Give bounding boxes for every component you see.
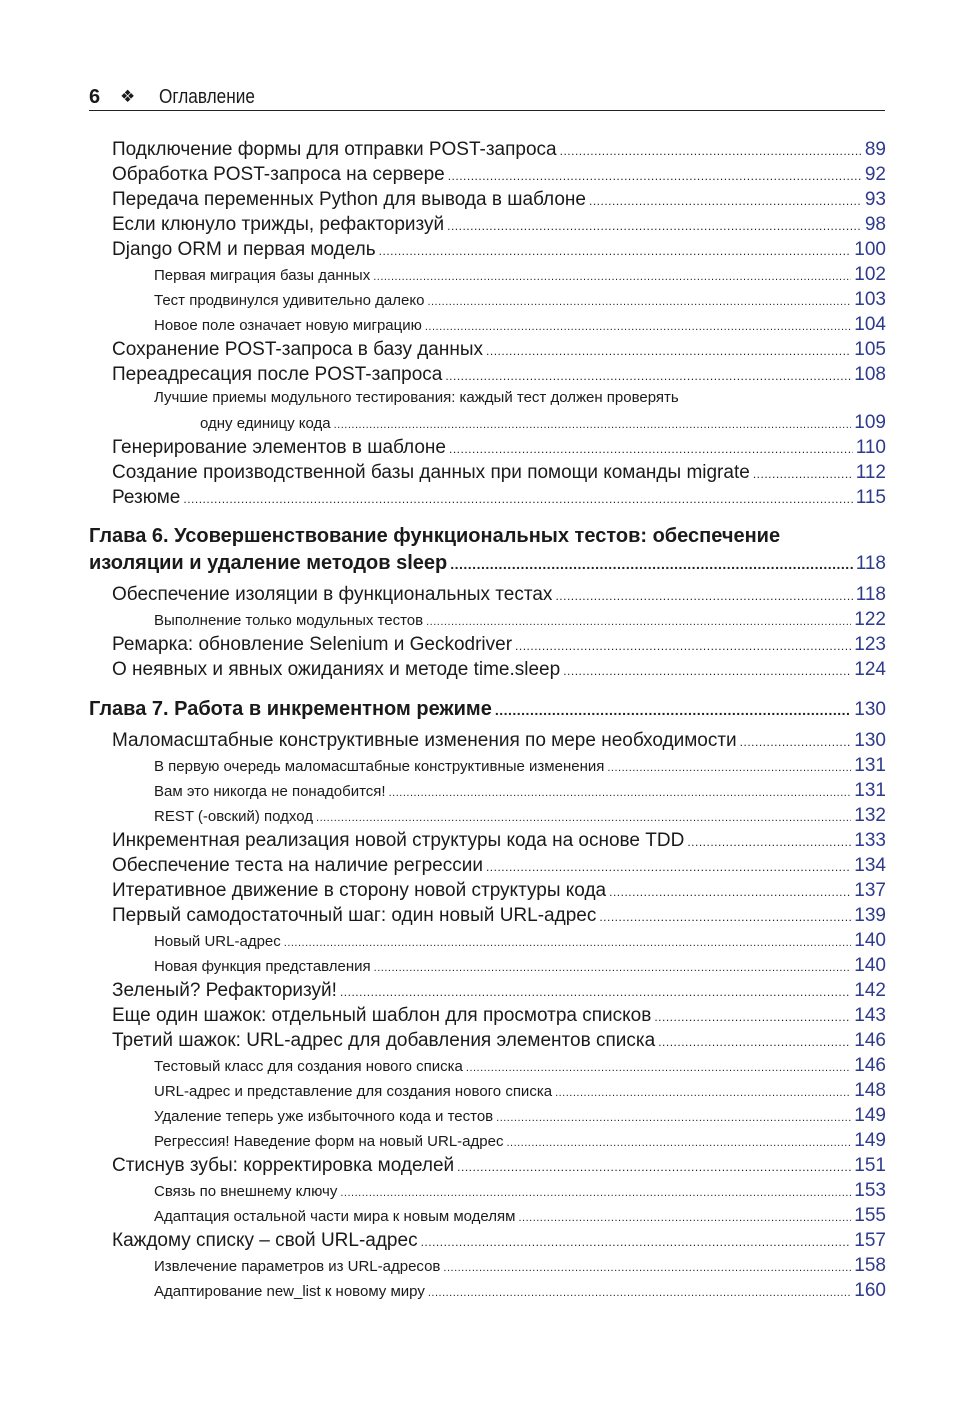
- toc-entry-title: Новая функция представления: [154, 958, 371, 975]
- dot-leader: [658, 1035, 851, 1049]
- toc-entry-title: Первый самодостаточный шаг: один новый URL-адрес: [112, 905, 597, 926]
- toc-subentry[interactable]: [154, 1130, 886, 1152]
- toc-entry-title: URL-адрес и представление для создания нового списка: [154, 1083, 553, 1100]
- toc-subentry[interactable]: [154, 955, 886, 977]
- dot-leader: [687, 835, 851, 849]
- dot-leader: [486, 344, 851, 358]
- dot-leader: [555, 589, 852, 603]
- dot-leader: [457, 1160, 851, 1174]
- toc-entry-page: 100: [854, 239, 886, 260]
- toc-entry-title: Django ORM и первая модель: [112, 239, 376, 260]
- toc-entry-page: 149: [854, 1105, 886, 1126]
- toc-entry-title: Извлечение параметров из URL-адресов: [154, 1258, 441, 1275]
- toc-entry-page: 89: [864, 139, 886, 160]
- dot-leader: [447, 219, 862, 233]
- toc-entry-title: Обработка POST-запроса на сервере: [112, 164, 445, 185]
- toc-entry-title: Тест продвинулся удивительно далеко: [154, 292, 425, 309]
- dot-leader: [426, 616, 851, 628]
- toc-entry[interactable]: [112, 830, 886, 852]
- dot-leader: [340, 1187, 851, 1199]
- chapter-heading[interactable]: [89, 698, 886, 721]
- toc-entry-title: Новое поле означает новую миграцию: [154, 317, 422, 334]
- dot-leader: [589, 194, 862, 208]
- toc-entry-page: 148: [854, 1080, 886, 1101]
- toc-entry-page: 123: [854, 634, 886, 655]
- toc-entry-title: Тестовый класс для создания нового списка: [154, 1058, 463, 1075]
- toc-entry-title: Резюме: [112, 487, 181, 508]
- toc-entry-page: 104: [854, 314, 886, 335]
- toc-entry-title: Зеленый? Рефакторизуй!: [112, 980, 337, 1001]
- toc-entry[interactable]: [112, 1005, 886, 1027]
- dot-leader: [609, 885, 851, 899]
- toc-entry[interactable]: [112, 980, 886, 1002]
- toc-entry-page: 105: [854, 339, 886, 360]
- toc-entry-page: 118: [855, 584, 886, 605]
- toc-entry-page: 98: [864, 214, 886, 235]
- dot-leader: [450, 556, 852, 572]
- toc-subentry[interactable]: [154, 289, 886, 311]
- toc-subentry[interactable]: [154, 805, 886, 827]
- toc-entry-page: 130: [854, 730, 886, 751]
- toc-entry[interactable]: [112, 339, 886, 361]
- toc-entry-page: 140: [854, 955, 886, 976]
- dot-leader: [486, 860, 851, 874]
- dot-leader: [421, 1235, 852, 1249]
- toc-subentry[interactable]: [154, 314, 886, 336]
- toc-entry-title: Если клюнуло трижды, рефакторизуй: [112, 214, 445, 235]
- dot-leader: [183, 492, 852, 506]
- toc-entry-title: Удаление теперь уже избыточного кода и тестов: [154, 1108, 494, 1125]
- toc-entry-page: 142: [854, 980, 886, 1001]
- toc-subentry[interactable]: [154, 1105, 886, 1127]
- toc-entry-page: 131: [854, 780, 886, 801]
- toc-entry-title: Сохранение POST-запроса в базу данных: [112, 339, 484, 360]
- toc-entry-page: 124: [854, 659, 886, 680]
- toc-entry-page: 146: [854, 1055, 886, 1076]
- chapter-6-heading-first-line[interactable]: Глава 6. Усовершенствование функциональных тестов: обеспечение: [89, 525, 781, 547]
- toc-subentry[interactable]: [154, 1280, 886, 1302]
- toc-entry-title: Ремарка: обновление Selenium и Geckodriver: [112, 634, 513, 655]
- dot-leader: [443, 1262, 851, 1274]
- toc-subentry[interactable]: [154, 1055, 886, 1077]
- toc-subentry[interactable]: [200, 412, 886, 434]
- toc-entry[interactable]: [112, 659, 886, 681]
- dot-leader: [379, 244, 852, 258]
- toc-entry[interactable]: [112, 584, 886, 606]
- header-title: Оглавление: [159, 86, 255, 108]
- dot-leader: [740, 735, 852, 749]
- toc-entry[interactable]: [112, 487, 886, 509]
- toc-entry-page: 93: [864, 189, 886, 210]
- toc-entry[interactable]: [112, 437, 886, 459]
- toc-subentry-first-line[interactable]: Лучшие приемы модульного тестирования: каждый тест должен проверять: [154, 389, 679, 406]
- toc-entry-title: Адаптация остальной части мира к новым моделям: [154, 1208, 516, 1225]
- toc-entry-page: 103: [854, 289, 886, 310]
- toc-entry-title: В первую очередь маломасштабные конструктивные изменения: [154, 758, 605, 775]
- toc-entry-title: Итеративное движение в сторону новой структуры кода: [112, 880, 607, 901]
- toc-entry[interactable]: [112, 1230, 886, 1252]
- dot-leader: [560, 144, 862, 158]
- toc-entry[interactable]: [112, 1155, 886, 1177]
- toc-entry-title: Еще один шажок: отдельный шаблон для просмотра списков: [112, 1005, 652, 1026]
- toc-entry-title: Третий шажок: URL-адрес для добавления элементов списка: [112, 1030, 656, 1051]
- toc-entry-title: Передача переменных Python для вывода в шаблоне: [112, 189, 586, 210]
- dot-leader: [599, 910, 851, 924]
- chapter-page: 130: [854, 699, 886, 720]
- toc-entry[interactable]: [112, 189, 886, 211]
- dot-leader: [445, 369, 851, 383]
- toc-entry-title: Инкрементная реализация новой структуры кода на основе TDD: [112, 830, 685, 851]
- dot-leader: [495, 702, 851, 718]
- toc-entry-title: REST (-овский) подход: [154, 808, 314, 825]
- toc-entry-page: 153: [854, 1180, 886, 1201]
- toc-entry[interactable]: [112, 634, 886, 656]
- toc-entry-title: Подключение формы для отправки POST-запроса: [112, 139, 557, 160]
- toc-entry-page: 139: [854, 905, 886, 926]
- toc-entry[interactable]: [112, 364, 886, 386]
- toc-entry[interactable]: [112, 880, 886, 902]
- toc-entry-title: Стиснув зубы: корректировка моделей: [112, 1155, 455, 1176]
- dot-leader: [427, 296, 851, 308]
- page-number: 6: [89, 86, 101, 108]
- toc-entry-page: 133: [854, 830, 886, 851]
- toc-entry-page: 140: [854, 930, 886, 951]
- toc-entry-title: О неявных и явных ожиданиях и методе time.sleep: [112, 659, 561, 680]
- dot-leader: [284, 937, 852, 949]
- toc-entry-page: 110: [855, 437, 886, 458]
- toc-subentry[interactable]: [154, 1180, 886, 1202]
- toc-entry[interactable]: [112, 905, 886, 927]
- toc-entry-title: Маломасштабные конструктивные изменения по мере необходимости: [112, 730, 737, 751]
- dot-leader: [506, 1137, 851, 1149]
- toc-entry-page: 155: [854, 1205, 886, 1226]
- toc-entry-page: 158: [854, 1255, 886, 1276]
- toc-entry-title: одну единицу кода: [200, 415, 331, 432]
- toc-entry-page: 112: [855, 462, 886, 483]
- dot-leader: [654, 1010, 851, 1024]
- toc-entry-title: Вам это никогда не понадобится!: [154, 783, 386, 800]
- toc-entry-page: 151: [854, 1155, 886, 1176]
- toc-entry-title: Новый URL-адрес: [154, 933, 281, 950]
- toc-entry[interactable]: [112, 730, 886, 752]
- toc-entry-title: Первая миграция базы данных: [154, 267, 371, 284]
- toc-subentry[interactable]: [154, 755, 886, 777]
- dot-leader: [316, 812, 851, 824]
- toc-entry-title: Переадресация после POST-запроса: [112, 364, 443, 385]
- toc-entry-page: 132: [854, 805, 886, 826]
- toc-entry[interactable]: [112, 164, 886, 186]
- toc-entry-title: Адаптирование new_list к новому миру: [154, 1283, 425, 1300]
- toc-entry-page: 131: [854, 755, 886, 776]
- dot-leader: [340, 985, 851, 999]
- dot-leader: [428, 1287, 851, 1299]
- dot-leader: [555, 1087, 851, 1099]
- toc-entry-title: Обеспечение теста на наличие регрессии: [112, 855, 483, 876]
- toc-entry-title: Регрессия! Наведение форм на новый URL-адрес: [154, 1133, 504, 1150]
- toc-entry[interactable]: [112, 239, 886, 261]
- toc-entry-page: 122: [854, 609, 886, 630]
- dot-leader: [607, 762, 851, 774]
- toc-entry[interactable]: [112, 214, 886, 236]
- toc-entry-title: Связь по внешнему ключу: [154, 1183, 338, 1200]
- chapter-page: 118: [855, 553, 886, 574]
- toc-entry[interactable]: [112, 1030, 886, 1052]
- dot-leader: [334, 419, 852, 431]
- toc-entry-title: Создание производственной базы данных при помощи команды migrate: [112, 462, 750, 483]
- dot-leader: [389, 787, 852, 799]
- toc-entry-title: Каждому списку – свой URL-адрес: [112, 1230, 418, 1251]
- dot-leader: [425, 321, 851, 333]
- toc-entry-page: 143: [854, 1005, 886, 1026]
- dot-leader: [563, 664, 851, 678]
- toc-subentry[interactable]: [154, 1080, 886, 1102]
- toc-entry-page: 146: [854, 1030, 886, 1051]
- toc-subentry[interactable]: [154, 1255, 886, 1277]
- toc-entry[interactable]: [112, 462, 886, 484]
- toc-entry-page: 137: [854, 880, 886, 901]
- dot-leader: [374, 962, 852, 974]
- toc-entry-page: 157: [854, 1230, 886, 1251]
- toc-subentry[interactable]: [154, 1205, 886, 1227]
- toc-entry-page: 92: [864, 164, 886, 185]
- toc-subentry[interactable]: [154, 609, 886, 631]
- chapter-title: изоляции и удаление методов sleep: [89, 552, 448, 574]
- dot-leader: [449, 442, 853, 456]
- dot-leader: [496, 1112, 851, 1124]
- toc-subentry[interactable]: [154, 780, 886, 802]
- chapter-title: Глава 7. Работа в инкрементном режиме: [89, 698, 492, 720]
- toc-entry-title: Выполнение только модульных тестов: [154, 612, 424, 629]
- toc-entry-page: 134: [854, 855, 886, 876]
- toc-entry-page: 109: [854, 412, 886, 433]
- toc-entry-title: Обеспечение изоляции в функциональных тестах: [112, 584, 553, 605]
- chapter-heading[interactable]: [89, 552, 886, 575]
- dot-leader: [515, 639, 851, 653]
- toc-entry-page: 102: [854, 264, 886, 285]
- dot-leader: [448, 169, 862, 183]
- toc-entry[interactable]: [112, 139, 886, 161]
- toc-subentry[interactable]: [154, 264, 886, 286]
- toc-entry-title: Генерирование элементов в шаблоне: [112, 437, 446, 458]
- toc-entry-page: 108: [854, 364, 886, 385]
- dot-leader: [373, 271, 851, 283]
- running-header: [89, 84, 885, 111]
- toc-entry[interactable]: [112, 855, 886, 877]
- dot-leader: [466, 1062, 851, 1074]
- ornament-icon: ❖: [120, 87, 136, 107]
- dot-leader: [518, 1212, 851, 1224]
- toc-entry-page: 160: [854, 1280, 886, 1301]
- toc-subentry[interactable]: [154, 930, 886, 952]
- dot-leader: [753, 467, 853, 481]
- toc-entry-page: 149: [854, 1130, 886, 1151]
- toc-entry-page: 115: [855, 487, 886, 508]
